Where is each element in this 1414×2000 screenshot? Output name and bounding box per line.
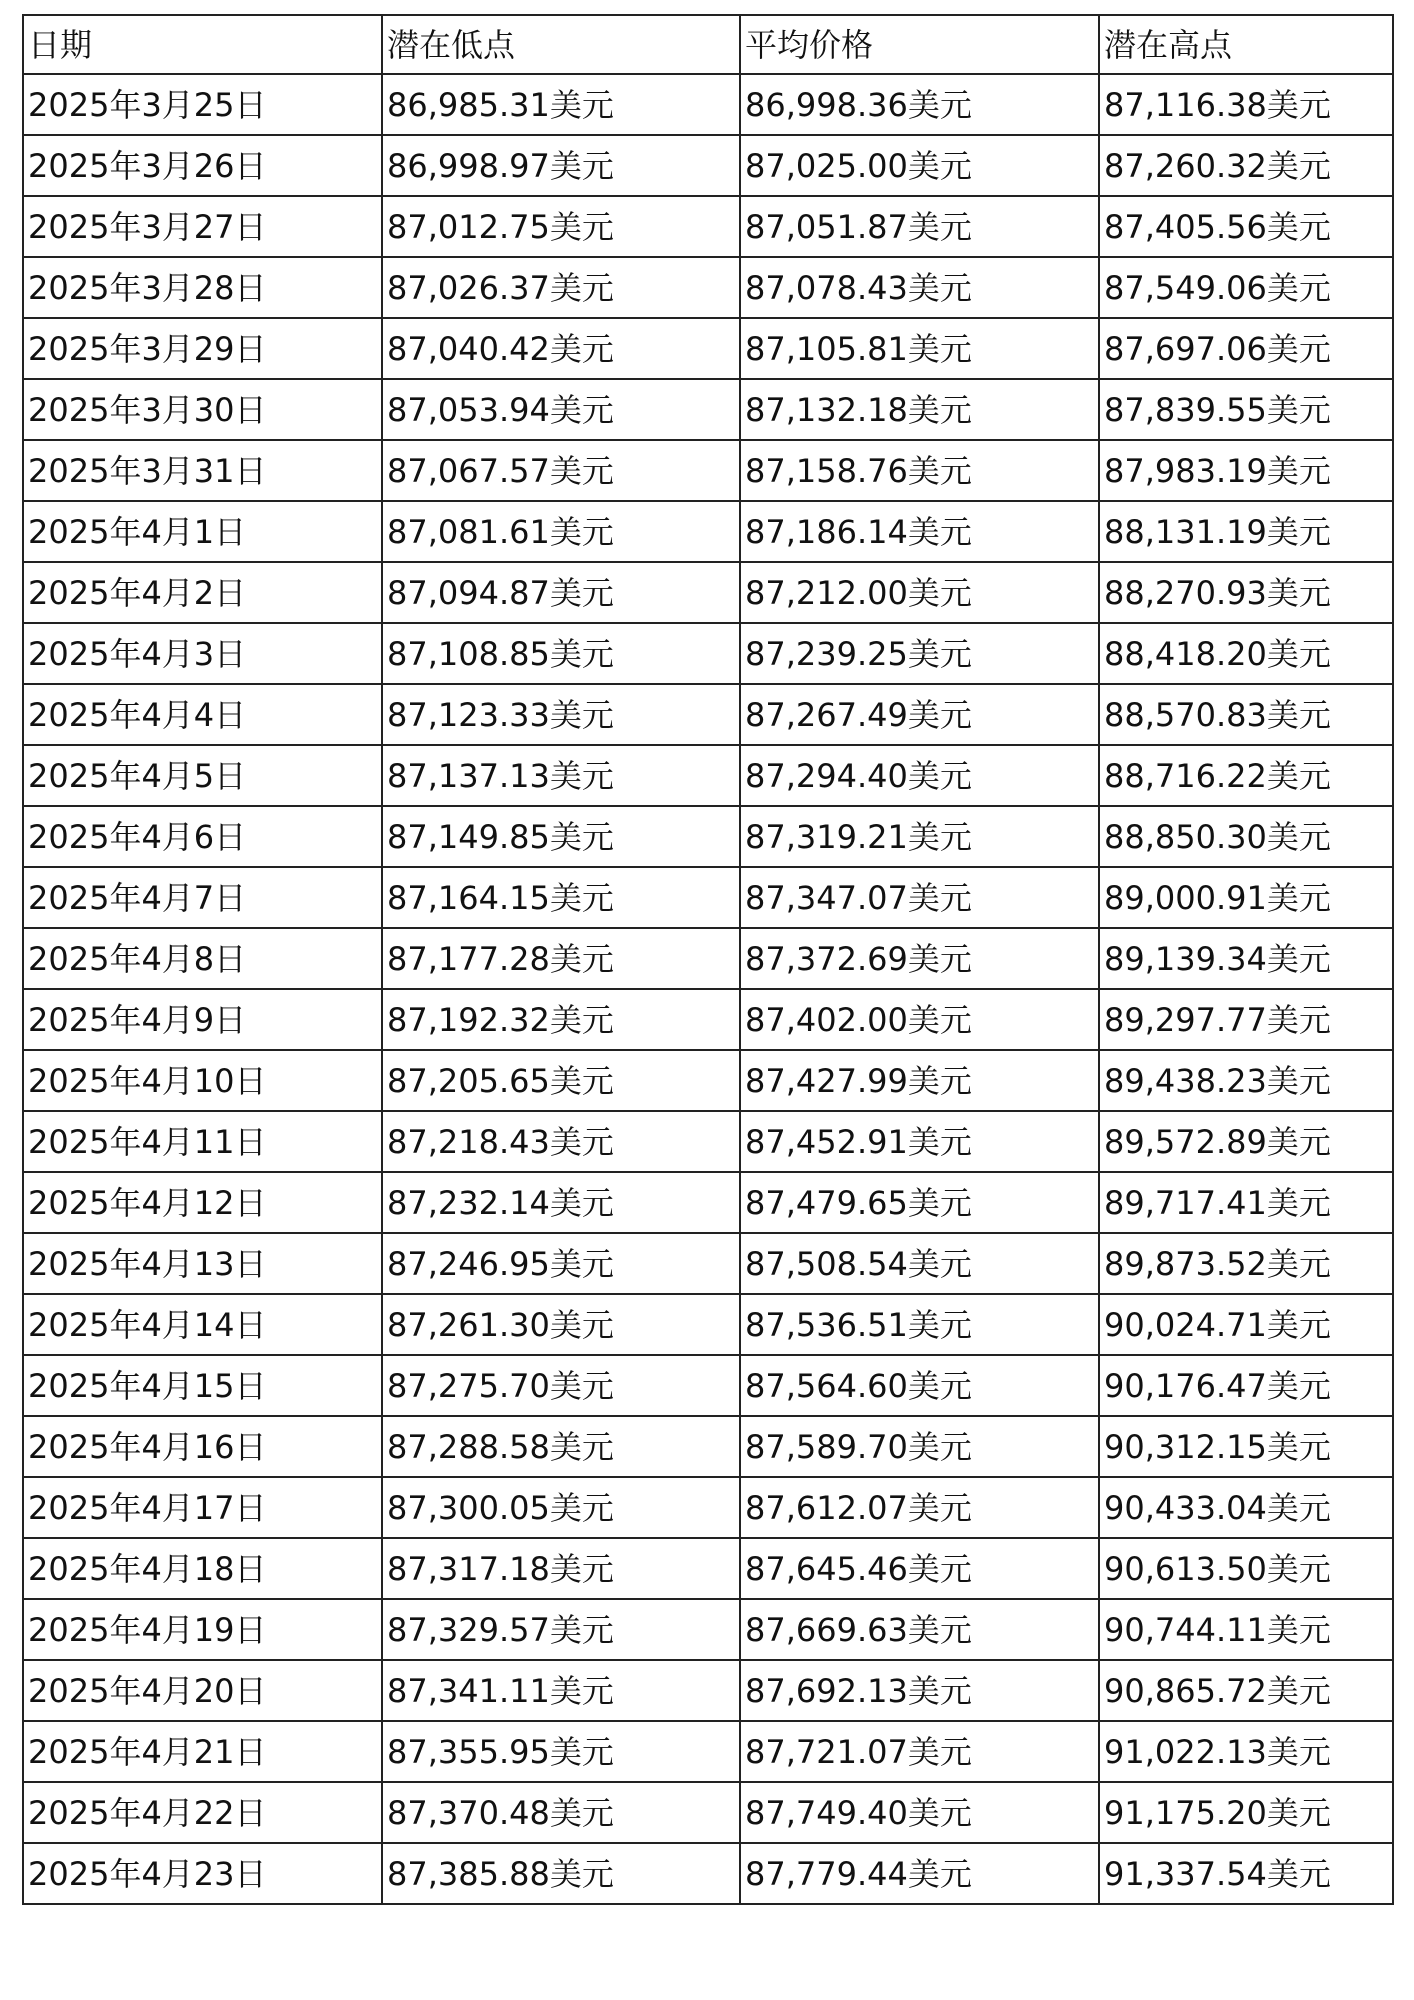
- potential-low-cell: 87,067.57美元: [382, 440, 740, 501]
- average-price-cell: 87,779.44美元: [740, 1843, 1099, 1904]
- table-row: [23, 135, 1393, 196]
- average-price-cell: 87,589.70美元: [740, 1416, 1099, 1477]
- date-cell: 2025年3月25日: [23, 74, 382, 135]
- potential-high-cell: 89,297.77美元: [1099, 989, 1393, 1050]
- potential-high-cell: 89,572.89美元: [1099, 1111, 1393, 1172]
- table-row: [23, 1599, 1393, 1660]
- potential-low-cell: 87,246.95美元: [382, 1233, 740, 1294]
- potential-high-cell: 88,131.19美元: [1099, 501, 1393, 562]
- potential-low-cell: 87,232.14美元: [382, 1172, 740, 1233]
- average-price-cell: 87,267.49美元: [740, 684, 1099, 745]
- potential-high-cell: 88,570.83美元: [1099, 684, 1393, 745]
- date-cell: 2025年4月12日: [23, 1172, 382, 1233]
- potential-high-cell: 90,865.72美元: [1099, 1660, 1393, 1721]
- average-price-cell: 86,998.36美元: [740, 74, 1099, 135]
- average-price-cell: 87,427.99美元: [740, 1050, 1099, 1111]
- table-row: [23, 1416, 1393, 1477]
- average-price-cell: 87,645.46美元: [740, 1538, 1099, 1599]
- potential-low-cell: 87,192.32美元: [382, 989, 740, 1050]
- potential-low-cell: 87,177.28美元: [382, 928, 740, 989]
- average-price-cell: 87,025.00美元: [740, 135, 1099, 196]
- potential-high-cell: 87,983.19美元: [1099, 440, 1393, 501]
- average-price-cell: 87,372.69美元: [740, 928, 1099, 989]
- table-row: [23, 1782, 1393, 1843]
- date-cell: 2025年3月28日: [23, 257, 382, 318]
- average-price-cell: 87,479.65美元: [740, 1172, 1099, 1233]
- date-cell: 2025年3月30日: [23, 379, 382, 440]
- average-price-cell: 87,536.51美元: [740, 1294, 1099, 1355]
- average-price-cell: 87,212.00美元: [740, 562, 1099, 623]
- table-row: [23, 623, 1393, 684]
- potential-high-cell: 91,337.54美元: [1099, 1843, 1393, 1904]
- average-price-cell: 87,508.54美元: [740, 1233, 1099, 1294]
- average-price-cell: 87,051.87美元: [740, 196, 1099, 257]
- average-price-cell: 87,158.76美元: [740, 440, 1099, 501]
- potential-low-cell: 87,317.18美元: [382, 1538, 740, 1599]
- date-cell: 2025年4月4日: [23, 684, 382, 745]
- date-cell: 2025年4月16日: [23, 1416, 382, 1477]
- potential-high-cell: 87,116.38美元: [1099, 74, 1393, 135]
- potential-low-cell: 87,053.94美元: [382, 379, 740, 440]
- table-row: [23, 684, 1393, 745]
- date-cell: 2025年3月26日: [23, 135, 382, 196]
- average-price-cell: 87,402.00美元: [740, 989, 1099, 1050]
- average-price-cell: 87,749.40美元: [740, 1782, 1099, 1843]
- potential-high-cell: 90,176.47美元: [1099, 1355, 1393, 1416]
- potential-low-cell: 87,081.61美元: [382, 501, 740, 562]
- table-row: [23, 1050, 1393, 1111]
- table-row: [23, 806, 1393, 867]
- table-row: [23, 562, 1393, 623]
- table-row: [23, 745, 1393, 806]
- average-price-cell: 87,612.07美元: [740, 1477, 1099, 1538]
- potential-low-cell: 87,164.15美元: [382, 867, 740, 928]
- date-cell: 2025年4月19日: [23, 1599, 382, 1660]
- potential-low-cell: 87,108.85美元: [382, 623, 740, 684]
- potential-high-cell: 88,270.93美元: [1099, 562, 1393, 623]
- potential-low-cell: 87,218.43美元: [382, 1111, 740, 1172]
- date-cell: 2025年4月7日: [23, 867, 382, 928]
- average-price-cell: 87,132.18美元: [740, 379, 1099, 440]
- potential-low-cell: 87,355.95美元: [382, 1721, 740, 1782]
- potential-high-cell: 91,175.20美元: [1099, 1782, 1393, 1843]
- table-row: [23, 196, 1393, 257]
- potential-high-cell: 88,850.30美元: [1099, 806, 1393, 867]
- potential-high-cell: 87,697.06美元: [1099, 318, 1393, 379]
- average-price-cell: 87,105.81美元: [740, 318, 1099, 379]
- average-price-cell: 87,564.60美元: [740, 1355, 1099, 1416]
- potential-low-cell: 87,040.42美元: [382, 318, 740, 379]
- table-header-row: [23, 15, 1393, 74]
- potential-high-cell: 90,613.50美元: [1099, 1538, 1393, 1599]
- header-average-price: 平均价格: [740, 15, 1099, 74]
- header-potential-low: 潜在低点: [382, 15, 740, 74]
- average-price-cell: 87,721.07美元: [740, 1721, 1099, 1782]
- potential-low-cell: 87,026.37美元: [382, 257, 740, 318]
- date-cell: 2025年4月20日: [23, 1660, 382, 1721]
- header-date: 日期: [23, 15, 382, 74]
- average-price-cell: 87,347.07美元: [740, 867, 1099, 928]
- table-row: [23, 1355, 1393, 1416]
- average-price-cell: 87,319.21美元: [740, 806, 1099, 867]
- table-row: [23, 1111, 1393, 1172]
- potential-high-cell: 87,260.32美元: [1099, 135, 1393, 196]
- date-cell: 2025年3月27日: [23, 196, 382, 257]
- date-cell: 2025年4月11日: [23, 1111, 382, 1172]
- potential-high-cell: 87,839.55美元: [1099, 379, 1393, 440]
- table-row: [23, 501, 1393, 562]
- potential-high-cell: 87,549.06美元: [1099, 257, 1393, 318]
- price-forecast-table: [22, 14, 1394, 1905]
- potential-low-cell: 87,370.48美元: [382, 1782, 740, 1843]
- date-cell: 2025年4月13日: [23, 1233, 382, 1294]
- potential-low-cell: 87,275.70美元: [382, 1355, 740, 1416]
- date-cell: 2025年4月14日: [23, 1294, 382, 1355]
- table-row: [23, 867, 1393, 928]
- potential-high-cell: 88,418.20美元: [1099, 623, 1393, 684]
- table-row: [23, 928, 1393, 989]
- potential-high-cell: 90,024.71美元: [1099, 1294, 1393, 1355]
- table-row: [23, 440, 1393, 501]
- header-potential-high: 潜在高点: [1099, 15, 1393, 74]
- table-row: [23, 1172, 1393, 1233]
- potential-high-cell: 89,717.41美元: [1099, 1172, 1393, 1233]
- table-row: [23, 1538, 1393, 1599]
- potential-low-cell: 87,149.85美元: [382, 806, 740, 867]
- potential-low-cell: 86,998.97美元: [382, 135, 740, 196]
- date-cell: 2025年4月5日: [23, 745, 382, 806]
- potential-high-cell: 87,405.56美元: [1099, 196, 1393, 257]
- table-row: [23, 379, 1393, 440]
- potential-high-cell: 89,000.91美元: [1099, 867, 1393, 928]
- table-row: [23, 1477, 1393, 1538]
- table-row: [23, 74, 1393, 135]
- date-cell: 2025年4月22日: [23, 1782, 382, 1843]
- potential-high-cell: 90,433.04美元: [1099, 1477, 1393, 1538]
- average-price-cell: 87,669.63美元: [740, 1599, 1099, 1660]
- table-row: [23, 989, 1393, 1050]
- date-cell: 2025年4月9日: [23, 989, 382, 1050]
- date-cell: 2025年4月15日: [23, 1355, 382, 1416]
- potential-low-cell: 87,385.88美元: [382, 1843, 740, 1904]
- date-cell: 2025年4月23日: [23, 1843, 382, 1904]
- table-row: [23, 1721, 1393, 1782]
- price-forecast-table-container: [22, 14, 1392, 1905]
- date-cell: 2025年4月8日: [23, 928, 382, 989]
- average-price-cell: 87,239.25美元: [740, 623, 1099, 684]
- potential-low-cell: 87,123.33美元: [382, 684, 740, 745]
- date-cell: 2025年4月17日: [23, 1477, 382, 1538]
- potential-low-cell: 87,012.75美元: [382, 196, 740, 257]
- potential-high-cell: 90,312.15美元: [1099, 1416, 1393, 1477]
- date-cell: 2025年3月31日: [23, 440, 382, 501]
- date-cell: 2025年3月29日: [23, 318, 382, 379]
- date-cell: 2025年4月3日: [23, 623, 382, 684]
- potential-low-cell: 87,300.05美元: [382, 1477, 740, 1538]
- table-body: [23, 74, 1393, 1904]
- average-price-cell: 87,186.14美元: [740, 501, 1099, 562]
- table-row: [23, 1233, 1393, 1294]
- potential-high-cell: 90,744.11美元: [1099, 1599, 1393, 1660]
- potential-low-cell: 87,094.87美元: [382, 562, 740, 623]
- table-row: [23, 318, 1393, 379]
- potential-high-cell: 89,873.52美元: [1099, 1233, 1393, 1294]
- potential-low-cell: 87,341.11美元: [382, 1660, 740, 1721]
- date-cell: 2025年4月21日: [23, 1721, 382, 1782]
- average-price-cell: 87,294.40美元: [740, 745, 1099, 806]
- potential-low-cell: 86,985.31美元: [382, 74, 740, 135]
- table-row: [23, 1843, 1393, 1904]
- table-row: [23, 257, 1393, 318]
- table-row: [23, 1294, 1393, 1355]
- table-row: [23, 1660, 1393, 1721]
- potential-high-cell: 88,716.22美元: [1099, 745, 1393, 806]
- potential-low-cell: 87,137.13美元: [382, 745, 740, 806]
- potential-low-cell: 87,261.30美元: [382, 1294, 740, 1355]
- potential-high-cell: 89,139.34美元: [1099, 928, 1393, 989]
- date-cell: 2025年4月6日: [23, 806, 382, 867]
- potential-low-cell: 87,329.57美元: [382, 1599, 740, 1660]
- date-cell: 2025年4月10日: [23, 1050, 382, 1111]
- average-price-cell: 87,452.91美元: [740, 1111, 1099, 1172]
- date-cell: 2025年4月2日: [23, 562, 382, 623]
- date-cell: 2025年4月18日: [23, 1538, 382, 1599]
- average-price-cell: 87,692.13美元: [740, 1660, 1099, 1721]
- potential-high-cell: 91,022.13美元: [1099, 1721, 1393, 1782]
- potential-low-cell: 87,205.65美元: [382, 1050, 740, 1111]
- average-price-cell: 87,078.43美元: [740, 257, 1099, 318]
- potential-high-cell: 89,438.23美元: [1099, 1050, 1393, 1111]
- date-cell: 2025年4月1日: [23, 501, 382, 562]
- potential-low-cell: 87,288.58美元: [382, 1416, 740, 1477]
